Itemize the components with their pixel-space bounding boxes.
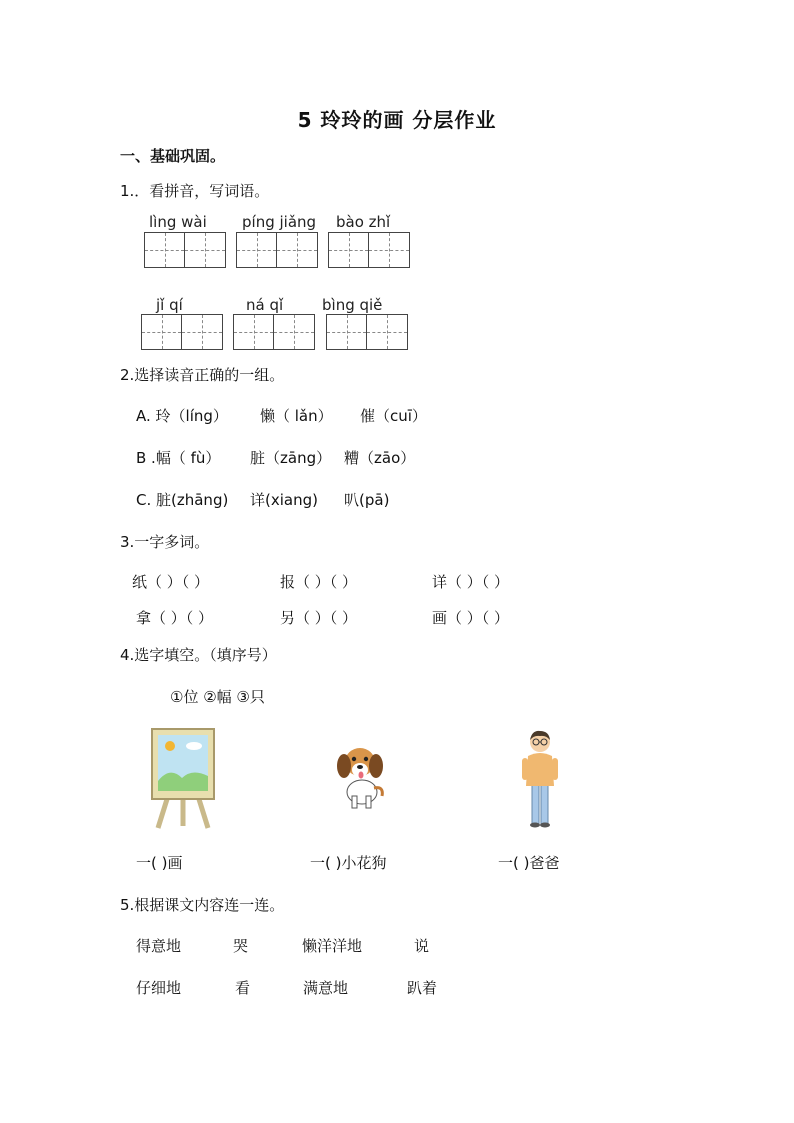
option-a-3: 催（cuī） bbox=[360, 407, 427, 425]
multi-word-row1-1[interactable]: 纸（ ）（ ） bbox=[132, 573, 210, 591]
multi-word-row2-1[interactable]: 拿（ ）（ ） bbox=[136, 609, 214, 627]
painting-easel-icon bbox=[148, 726, 218, 830]
writing-grid-1[interactable] bbox=[144, 232, 226, 268]
question-2-label: 2.选择读音正确的一组。 bbox=[120, 366, 285, 384]
pinyin-2: píng jiǎng bbox=[242, 213, 317, 231]
match-row2-3[interactable]: 满意地 bbox=[303, 979, 349, 997]
writing-grid-6[interactable] bbox=[326, 314, 408, 350]
blank-father[interactable]: 一( )爸爸 bbox=[498, 854, 560, 872]
section-heading: 一、基础巩固。 bbox=[120, 147, 226, 165]
question-5-label: 5.根据课文内容连一连。 bbox=[120, 896, 285, 914]
option-a-1[interactable]: A. 玲（líng） bbox=[136, 407, 228, 425]
pinyin-3: bào zhǐ bbox=[336, 213, 391, 231]
pinyin-4: jǐ qí bbox=[156, 296, 183, 314]
match-row2-2[interactable]: 看 bbox=[235, 979, 251, 997]
match-row1-2[interactable]: 哭 bbox=[233, 937, 249, 955]
choice-list: ①位 ②幅 ③只 bbox=[170, 688, 265, 706]
writing-grid-3[interactable] bbox=[328, 232, 410, 268]
blank-puppy[interactable]: 一( )小花狗 bbox=[310, 854, 387, 872]
option-c-3: 叭(pā) bbox=[344, 491, 390, 509]
option-b-2: 脏（zāng） bbox=[250, 449, 332, 467]
multi-word-row1-3[interactable]: 详（ ）（ ） bbox=[432, 573, 510, 591]
pinyin-1: lìng wài bbox=[149, 213, 207, 231]
option-c-2: 详(xiang) bbox=[250, 491, 318, 509]
pinyin-5: ná qǐ bbox=[246, 296, 284, 314]
writing-grid-2[interactable] bbox=[236, 232, 318, 268]
puppy-icon bbox=[326, 740, 390, 810]
match-row1-1[interactable]: 得意地 bbox=[136, 937, 182, 955]
pinyin-6: bìng qiě bbox=[322, 296, 383, 314]
multi-word-row1-2[interactable]: 报（ ）（ ） bbox=[280, 573, 358, 591]
match-row1-3[interactable]: 懒洋洋地 bbox=[302, 937, 363, 955]
option-b-1[interactable]: B .幅（ fù） bbox=[136, 449, 221, 467]
match-row2-1[interactable]: 仔细地 bbox=[136, 979, 182, 997]
question-4-label: 4.选字填空。（填序号） bbox=[120, 646, 277, 664]
father-icon bbox=[518, 728, 562, 828]
option-c-1[interactable]: C. 脏(zhāng) bbox=[136, 491, 229, 509]
multi-word-row2-3[interactable]: 画（ ）（ ） bbox=[432, 609, 510, 627]
page-title: 5 玲玲的画 分层作业 bbox=[297, 108, 497, 132]
writing-grid-5[interactable] bbox=[233, 314, 315, 350]
multi-word-row2-2[interactable]: 另（ ）（ ） bbox=[280, 609, 358, 627]
question-3-label: 3.一字多词。 bbox=[120, 533, 210, 551]
option-b-3: 糟（zāo） bbox=[344, 449, 416, 467]
question-1-label: 1.．看拼音，写词语。 bbox=[120, 182, 270, 200]
match-row1-4[interactable]: 说 bbox=[414, 937, 430, 955]
option-a-2: 懒（ lǎn） bbox=[260, 407, 333, 425]
writing-grid-4[interactable] bbox=[141, 314, 223, 350]
match-row2-4[interactable]: 趴着 bbox=[407, 979, 438, 997]
blank-painting[interactable]: 一( )画 bbox=[136, 854, 183, 872]
